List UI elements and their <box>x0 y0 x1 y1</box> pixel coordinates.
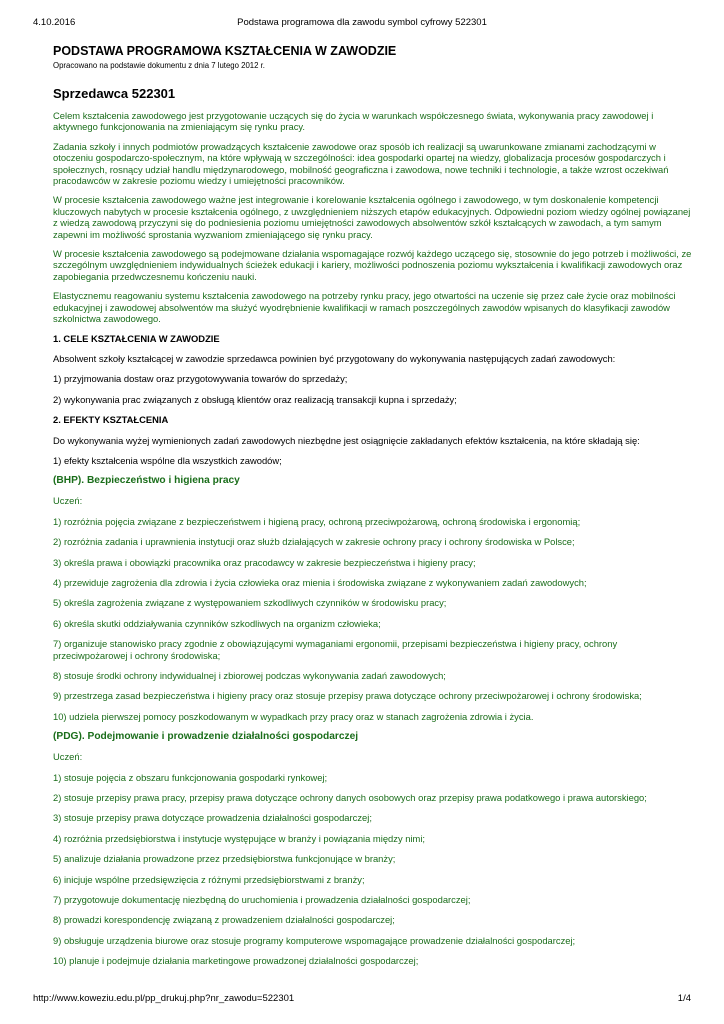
list-item: 8) prowadzi korespondencję związaną z prowadzeniem działalności gospodarczej; <box>53 914 395 926</box>
list-item: 2) wykonywania prac związanych z obsługą klientów oraz realizacją transakcji kupna i sprzedaży; <box>53 393 457 405</box>
intro-section <box>53 110 693 325</box>
list-item: 9) obsługuje urządzenia biurowe oraz stosuje programy komputerowe wspomagające prowadzenie działalności gospodarczej; <box>53 934 576 946</box>
source-url: http://www.koweziu.edu.pl/pp_drukuj.php?nr_zawodu=522301 <box>33 993 295 1004</box>
section-heading-goals: 1. CELE KSZTAŁCENIA W ZAWODZIE <box>53 332 220 344</box>
list-item: 5) określa zagrożenia związane z występowaniem szkodliwych czynników w środowisku pracy; <box>53 597 447 609</box>
intro-paragraph: Zadania szkoły i innych podmiotów prowadzących kształcenie zawodowe oraz sposób ich realizacji są uwarunkowane zmianami zachodzącymi w otoczeniu gospodarczo-społecznym, na które wpływają w szczególności: idea gospodarki opartej na wiedzy, globalizacja procesów gospodarczych i społecznych, rosnący udział handlu międzynarodowego, mobilność geograficzna i zawodowa, nowe techniki i technologie, a także wzrost oczekiwań pracodawców w zakresie poziomu wiedzy i umiejętności pracowników. <box>53 140 669 187</box>
list-item: 10) planuje i podejmuje działania marketingowe prowadzonej działalności gospodarczej; <box>53 955 419 967</box>
list-item: 5) analizuje działania prowadzone przez przedsiębiorstwa funkcjonujące w branży; <box>53 853 396 865</box>
list-item: 3) stosuje przepisy prawa dotyczące prowadzenia działalności gospodarczej; <box>53 812 372 824</box>
intro-paragraph: W procesie kształcenia zawodowego ważne jest integrowanie i korelowanie kształcenia ogólnego i zawodowego, w tym doskonalenie kompetencji kluczowych nabytych w procesie kształcenia ogólnego, z uwzględnieniem niższych etapów edukacyjnych. Odpowiedni poziom wiedzy ogólnej powiązanej z wiedzą zawodową przyczyni się do podniesienia poziomu umiejętności zawodowych absolwentów szkół kształcących w zawodach, a tym samym zapewni im możliwość sprostania wyzwaniom zmieniającego się rynku pracy. <box>53 194 691 240</box>
print-header <box>33 16 691 30</box>
list-item: 10) udziela pierwszej pomocy poszkodowanym w wypadkach przy pracy oraz w stanach zagrożenia zdrowia i życia. <box>53 710 534 722</box>
list-item: 6) inicjuje wspólne przedsięwzięcia z różnymi przedsiębiorstwami z branży; <box>53 873 365 885</box>
print-page-title: Podstawa programowa dla zawodu symbol cyfrowy 522301 <box>237 17 487 28</box>
list-item: 1) efekty kształcenia wspólne dla wszystkich zawodów; <box>53 454 282 466</box>
intro-paragraph: W procesie kształcenia zawodowego są podejmowane działania wspomagające rozwój każdego uczącego się, stosownie do jego potrzeb i możliwości, ze szczególnym uwzględnieniem indywidualnych ścieżek edukacji i kariery, możliwości podnoszenia poziomu wykształcenia i kwalifikacji zawodowych oraz zapobiegania przedwczesnemu kończeniu nauki. <box>53 248 692 282</box>
print-date: 4.10.2016 <box>33 17 76 28</box>
student-label: Uczeń: <box>53 751 83 763</box>
list-item: 1) rozróżnia pojęcia związane z bezpieczeństwem i higieną pracy, ochroną przeciwpożarową, ochroną środowiska i ergonomią; <box>53 515 581 527</box>
document-title: PODSTAWA PROGRAMOWA KSZTAŁCENIA W ZAWODZIE <box>53 44 397 58</box>
intro-paragraph: Celem kształcenia zawodowego jest przygotowanie uczących się do życia w warunkach współczesnego świata, wykonywania pracy zawodowej i aktywnego funkcjonowania na zmieniającym się rynku pracy. <box>53 110 654 133</box>
list-item: 9) przestrzega zasad bezpieczeństwa i higieny pracy oraz stosuje przepisy prawa dotyczące ochrony przeciwpożarowej i ochrony środowiska; <box>53 690 642 702</box>
list-item: 2) stosuje przepisy prawa pracy, przepisy prawa dotyczące ochrony danych osobowych oraz przepisy prawa podatkowego i prawa autorskiego; <box>53 792 647 804</box>
list-item: 4) przewiduje zagrożenia dla zdrowia i życia człowieka oraz mienia i środowiska związane z wykonywaniem zadań zawodowych; <box>53 576 587 588</box>
job-title: Sprzedawca 522301 <box>53 86 176 101</box>
module-title-bhp: (BHP). Bezpieczeństwo i higiena pracy <box>53 475 240 487</box>
intro-paragraph: Elastycznemu reagowaniu systemu kształcenia zawodowego na potrzeby rynku pracy, jego otwartości na uczenie się przez całe życie oraz mobilności edukacyjnej i zawodowej absolwentów ma służyć wyodrębnienie kwalifikacji w ramach poszczególnych zawodów wpisanych do klasyfikacji zawodów szkolnictwa zawodowego. <box>53 290 676 325</box>
section-lead: Absolwent szkoły kształcącej w zawodzie sprzedawca powinien być przygotowany do wykonywania następujących zadań zawodowych: <box>53 352 616 364</box>
document-subtitle: Opracowano na podstawie dokumentu z dnia 7 lutego 2012 r. <box>53 61 265 70</box>
list-item: 7) przygotowuje dokumentację niezbędną do uruchomienia i prowadzenia działalności gospodarczej; <box>53 894 471 906</box>
list-item: 3) określa prawa i obowiązki pracownika oraz pracodawcy w zakresie bezpieczeństwa i higieny pracy; <box>53 556 476 568</box>
print-footer <box>33 992 691 1006</box>
document-content <box>53 43 693 967</box>
list-item: 4) rozróżnia przedsiębiorstwa i instytucje występujące w branży i powiązania między nimi; <box>53 832 426 844</box>
list-item: 2) rozróżnia zadania i uprawnienia instytucji oraz służb działających w zakresie ochrony pracy i ochrony środowiska w Polsce; <box>53 536 575 548</box>
list-item: 6) określa skutki oddziaływania czynników szkodliwych na organizm człowieka; <box>53 617 381 629</box>
list-item: 1) stosuje pojęcia z obszaru funkcjonowania gospodarki rynkowej; <box>53 771 328 783</box>
list-item: 1) przyjmowania dostaw oraz przygotowywania towarów do sprzedaży; <box>53 373 348 385</box>
list-item: 8) stosuje środki ochrony indywidualnej i zbiorowej podczas wykonywania zadań zawodowych; <box>53 670 446 681</box>
page-number: 1/4 <box>677 993 691 1004</box>
section-lead: Do wykonywania wyżej wymienionych zadań zawodowych niezbędne jest osiągnięcie zakładanych efektów kształcenia, na które składają się: <box>53 434 640 446</box>
section-heading-effects: 2. EFEKTY KSZTAŁCENIA <box>53 414 169 426</box>
student-label: Uczeń: <box>53 495 83 507</box>
list-item: 7) organizuje stanowisko pracy zgodnie z obowiązującymi wymaganiami ergonomii, przepisami bezpieczeństwa i higieny pracy, ochrony przeciwpożarowej i ochrony środowiska; <box>53 638 618 661</box>
module-title-pdg: (PDG). Podejmowanie i prowadzenie działalności gospodarczej <box>53 731 359 743</box>
